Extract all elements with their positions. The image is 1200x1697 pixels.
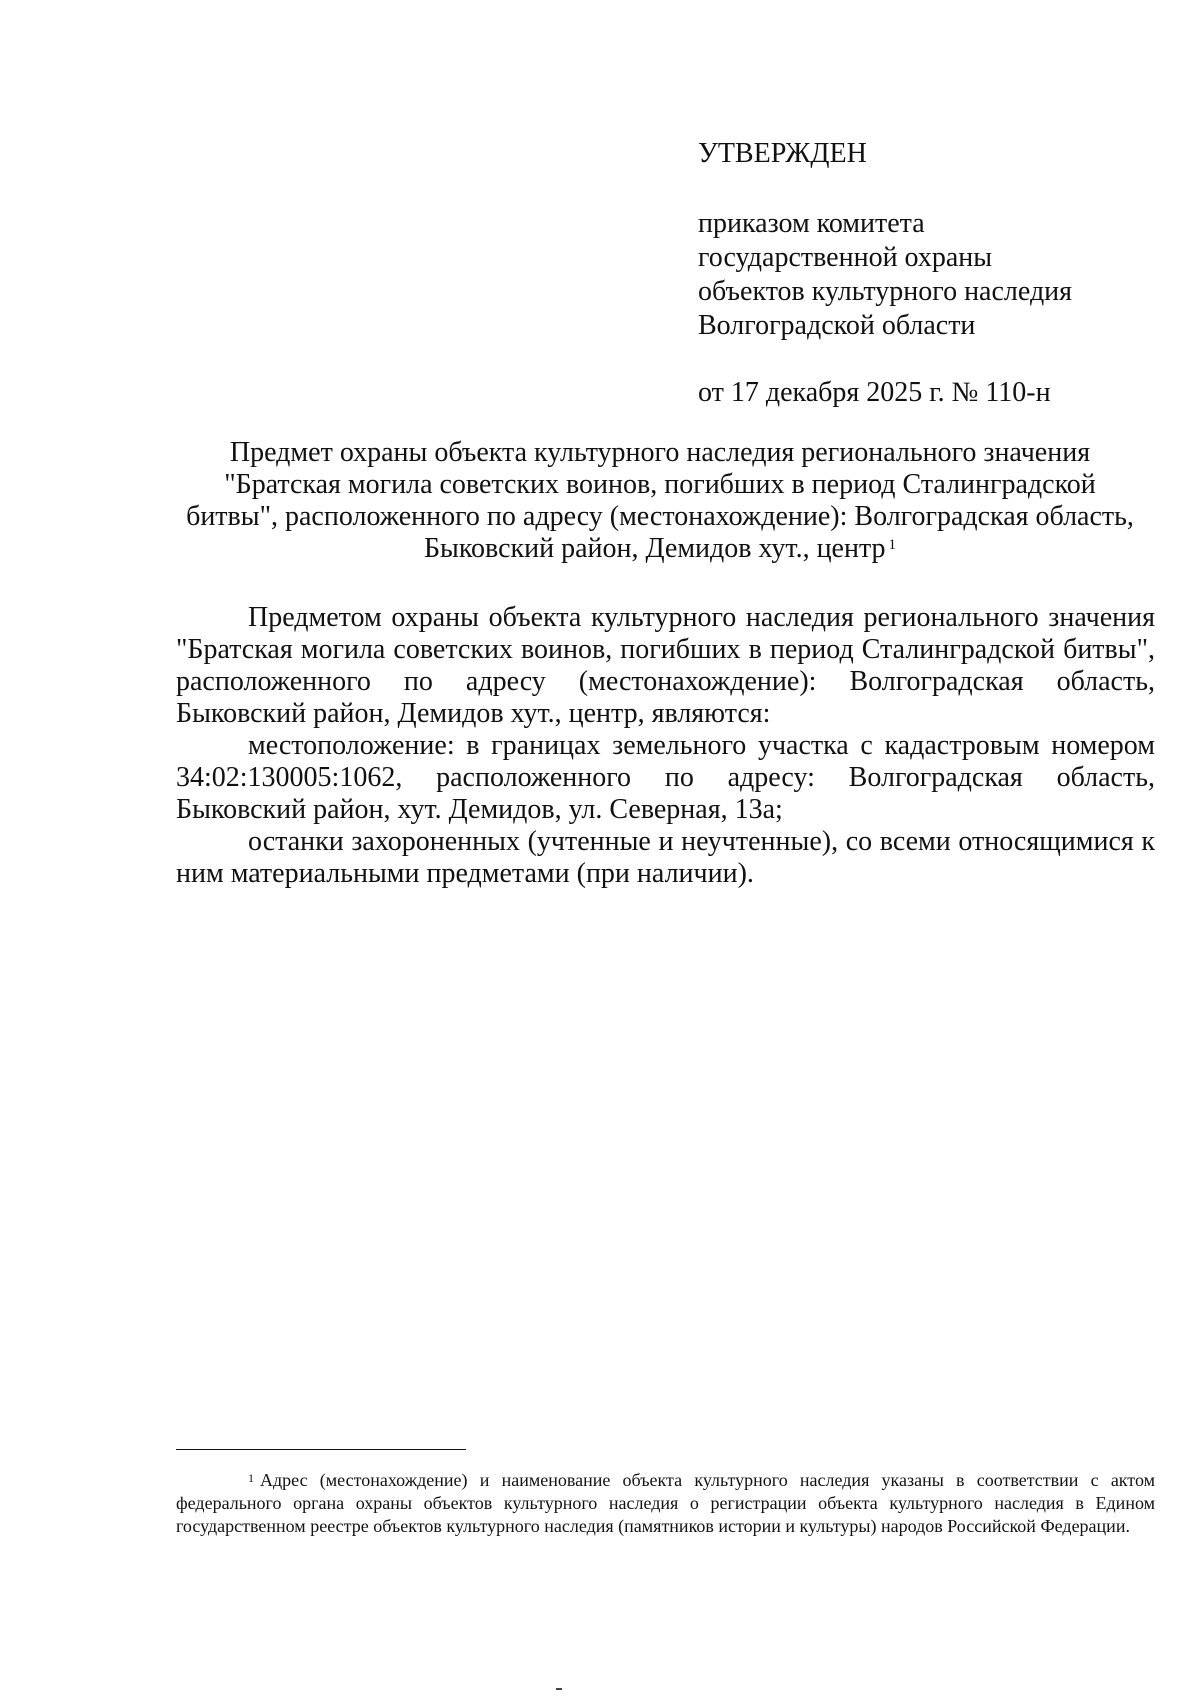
title-line-text: Быковский район, Демидов хут., центр bbox=[423, 533, 886, 564]
title-line: Предмет охраны объекта культурного наследия регионального значения bbox=[229, 437, 1091, 468]
issuer-line: объектов культурного наследия bbox=[698, 276, 1073, 307]
footnote bbox=[176, 1469, 1155, 1538]
body-paragraph: местоположение: в границах земельного участка с кадастровым номером 34:02:130005:1062, расположенного по адресу: Волгоградская область, Быковский район, хут. Демидов, ул. Северная, 13а; bbox=[176, 730, 1155, 825]
footnote-mark: 1 bbox=[248, 1471, 254, 1485]
approval-heading: УТВЕРЖДЕН bbox=[698, 138, 867, 169]
approval-block bbox=[698, 137, 1158, 410]
body-text bbox=[176, 602, 1155, 890]
title-footnote-mark: 1 bbox=[888, 537, 897, 553]
document-title bbox=[150, 437, 1170, 565]
title-line: "Братская могила советских воинов, погибших в период Сталинградской bbox=[224, 469, 1096, 500]
page-mark bbox=[556, 1688, 562, 1690]
issuer-block bbox=[698, 207, 1158, 343]
body-paragraph: останки захороненных (учтенные и неучтенные), со всеми относящимися к ним материальными предметами (при наличии). bbox=[176, 826, 1155, 889]
issuer-line: приказом комитета bbox=[698, 208, 925, 239]
footnote-divider bbox=[176, 1449, 466, 1450]
title-line-last bbox=[150, 533, 1170, 565]
body-paragraph: Предметом охраны объекта культурного наследия регионального значения "Братская могила советских воинов, погибших в период Сталинградской битвы", расположенного по адресу (местонахождение): Волгоградская область, Быковский район, Демидов хут., центр, являются: bbox=[176, 602, 1155, 729]
issuer-line: государственной охраны bbox=[698, 242, 993, 273]
issuer-line: Волгоградской области bbox=[698, 310, 976, 341]
order-reference: от 17 декабря 2025 г. № 110-н bbox=[698, 377, 1051, 408]
footnote-text: Адрес (местонахождение) и наименование объекта культурного наследия указаны в соответствии с актом федерального органа охраны объектов культурного наследия о регистрации объекта культурного наследия в Едином государственном реестре объектов культурного наследия (памятников истории и культуры) народов Российской Федерации. bbox=[176, 1470, 1155, 1536]
title-line: битвы", расположенного по адресу (местонахождение): Волгоградская область, bbox=[186, 501, 1134, 532]
